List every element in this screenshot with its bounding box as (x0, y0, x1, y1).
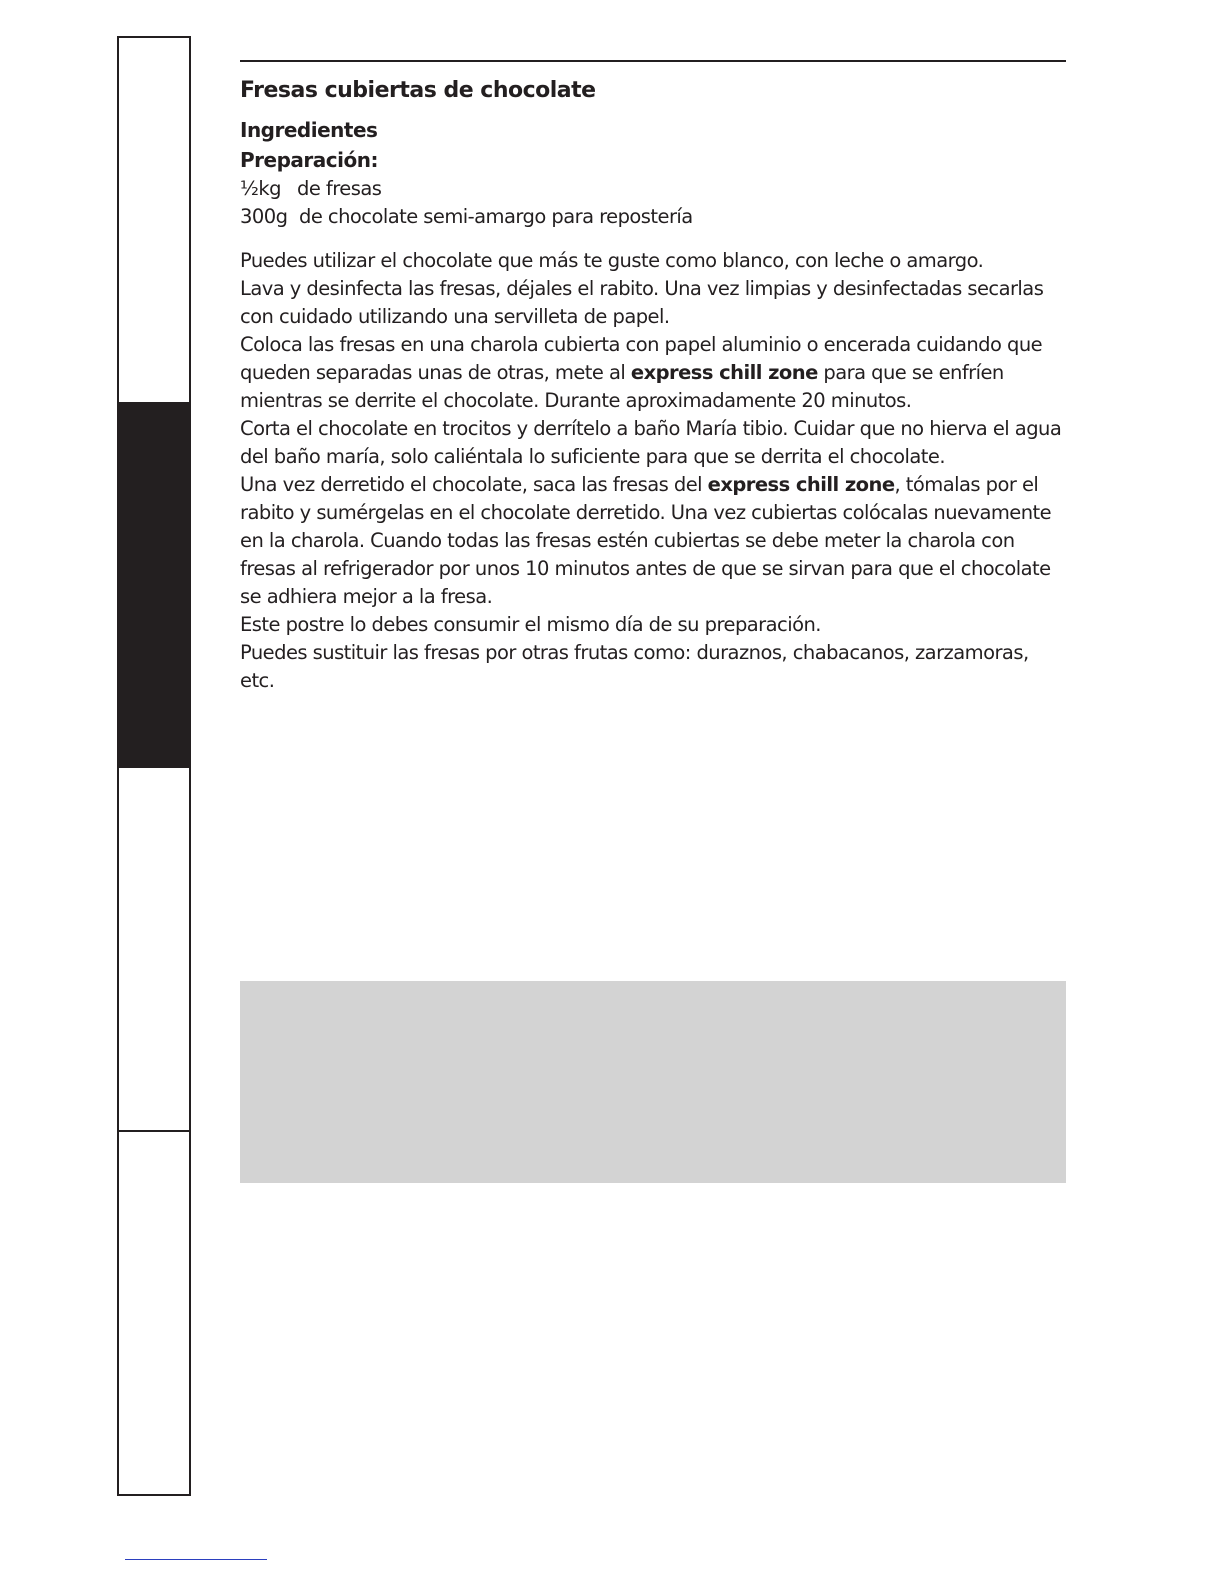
ingredient-name: de chocolate semi-amargo para repostería (299, 205, 693, 228)
step-text: Coloca las fresas en una charola cubierta con papel aluminio o encerada cuidando que queden separadas unas de otras, mete al (240, 333, 1043, 384)
step-emphasis: express chill zone (630, 361, 818, 384)
step-text: para que se enfríen mientras se derrite el chocolate. Durante aproximadamente 20 minutos. (240, 361, 1004, 412)
side-tab-3 (119, 768, 189, 1132)
footer-link-underline (125, 1559, 267, 1560)
top-divider (240, 60, 1066, 62)
step-paragraph: Puedes sustituir las fresas por otras frutas como: duraznos, chabacanos, zarzamoras, etc. (240, 641, 1029, 692)
step-text: , tómalas por el rabito y sumérgelas en el chocolate derretido. Una vez cubiertas colócalas nuevamente en la charola. Cuando todas las fresas estén cubiertas se debe meter la charola con fresas al refrigerador por unos 10 minutos antes de que se sirvan para que el chocolate se adhiera mejor a la fresa. (240, 473, 1052, 608)
ingredient-item (240, 203, 1066, 231)
side-tab-strip (117, 36, 191, 1496)
side-tab-2-active (119, 402, 189, 768)
step-paragraph: Este postre lo debes consumir el mismo día de su preparación. (240, 613, 821, 636)
step-paragraph: Corta el chocolate en trocitos y derrítelo a baño María tibio. Cuidar que no hierva el agua del baño maría, solo caliéntala lo suficiente para que se derrita el chocolate. (240, 417, 1062, 468)
step-text: Una vez derretido el chocolate, saca las fresas del (240, 473, 708, 496)
ingredient-item (240, 175, 1066, 203)
ingredients-heading: Ingredientes (240, 118, 378, 142)
ingredient-name: de fresas (297, 177, 382, 200)
step-emphasis: express chill zone (707, 473, 895, 496)
preparation-heading: Preparación: (240, 148, 378, 172)
side-tab-1 (119, 38, 189, 402)
step-paragraph: Puedes utilizar el chocolate que más te guste como blanco, con leche o amargo. (240, 249, 984, 272)
step-paragraph: Lava y desinfecta las fresas, déjales el rabito. Una vez limpias y desinfectadas secarlas con cuidado utilizando una servilleta de papel. (240, 277, 1044, 328)
step-paragraph (240, 471, 1066, 611)
step-paragraph (240, 331, 1066, 415)
side-tab-4 (119, 1132, 189, 1494)
recipe-title: Fresas cubiertas de chocolate (240, 78, 596, 103)
ingredient-qty: 300g (240, 205, 288, 228)
preparation-steps (240, 247, 1066, 695)
recipe-content (240, 76, 1066, 695)
image-placeholder-box (240, 981, 1066, 1183)
ingredient-list (240, 175, 1066, 231)
ingredient-qty: ½kg (240, 177, 281, 200)
